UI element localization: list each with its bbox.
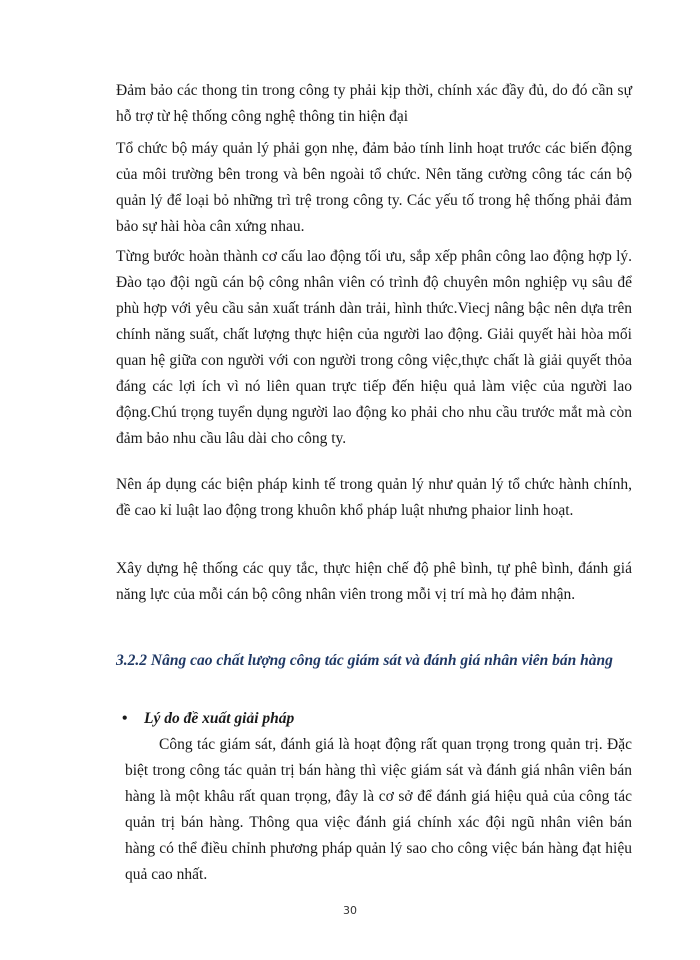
paragraph-labor-structure: Từng bước hoàn thành cơ cấu lao động tối ưu, sắp xếp phân công lao động hợp lý. Đào tạo đội ngũ cán bộ công nhân viên có trình độ chuyên môn nghiệp vụ sâu để phù hợp với yêu cầu sản xuất tránh dàn trải, hình thức.Viecj nâng bậc nên dựa trên chính năng suất, chất lượng thực hiện của người lao động. Giải quyết hài hòa mối quan hệ giữa con người với con người trong công việc,thực chất là giải quyết thỏa đáng các lợi ích vì nó liên quan trực tiếp đến hiệu quả làm việc của người lao động.Chú trọng tuyển dụng người lao động ko phải cho nhu cầu trước mắt mà còn đảm bảo nhu cầu lâu dài cho công ty. — [116, 248, 632, 447]
paragraph-economic-measures: Nên áp dụng các biện pháp kinh tế trong quản lý như quản lý tổ chức hành chính, đề cao kỉ luật lao động trong khuôn khổ pháp luật nhưng phaior linh hoạt. — [116, 476, 632, 519]
page-number: 30 — [343, 904, 357, 917]
bullet-icon: • — [122, 710, 128, 727]
section-heading: 3.2.2 Nâng cao chất lượng công tác giám sát và đánh giá nhân viên bán hàng — [116, 652, 613, 669]
bullet-item — [122, 706, 632, 732]
paragraph-information-systems: Đảm bảo các thong tin trong công ty phải kịp thời, chính xác đầy đủ, do đó cần sự hỗ trợ từ hệ thống công nghệ thông tin hiện đại — [116, 82, 632, 125]
bullet-title: Lý do đề xuất giải pháp — [144, 710, 295, 727]
paragraph-rules-system: Xây dựng hệ thống các quy tắc, thực hiện chế độ phê bình, tự phê bình, đánh giá năng lực của mỗi cán bộ công nhân viên trong mỗi vị trí mà họ đảm nhận. — [116, 560, 632, 603]
body-paragraph: Công tác giám sát, đánh giá là hoạt động rất quan trọng trong quản trị. Đặc biệt trong công tác quản trị bán hàng thì việc giám sát và đánh giá nhân viên bán hàng là một khâu rất quan trọng, đây là cơ sở để đánh giá hiệu quả của công tác quản trị bán hàng. Thông qua việc đánh giá chính xác đội ngũ nhân viên bán hàng có thể điều chỉnh phương pháp quản lý sao cho công việc bán hàng đạt hiệu quả cao nhất. — [125, 736, 632, 883]
paragraph-organization-structure: Tổ chức bộ máy quản lý phải gọn nhẹ, đảm bảo tính linh hoạt trước các biến động của môi trường bên trong và bên ngoài tổ chức. Nên tăng cường công tác cán bộ quản lý để loại bỏ những trì trệ trong công ty. Các yếu tố trong hệ thống phải đảm bảo sự hài hòa cân xứng nhau. — [116, 140, 632, 235]
